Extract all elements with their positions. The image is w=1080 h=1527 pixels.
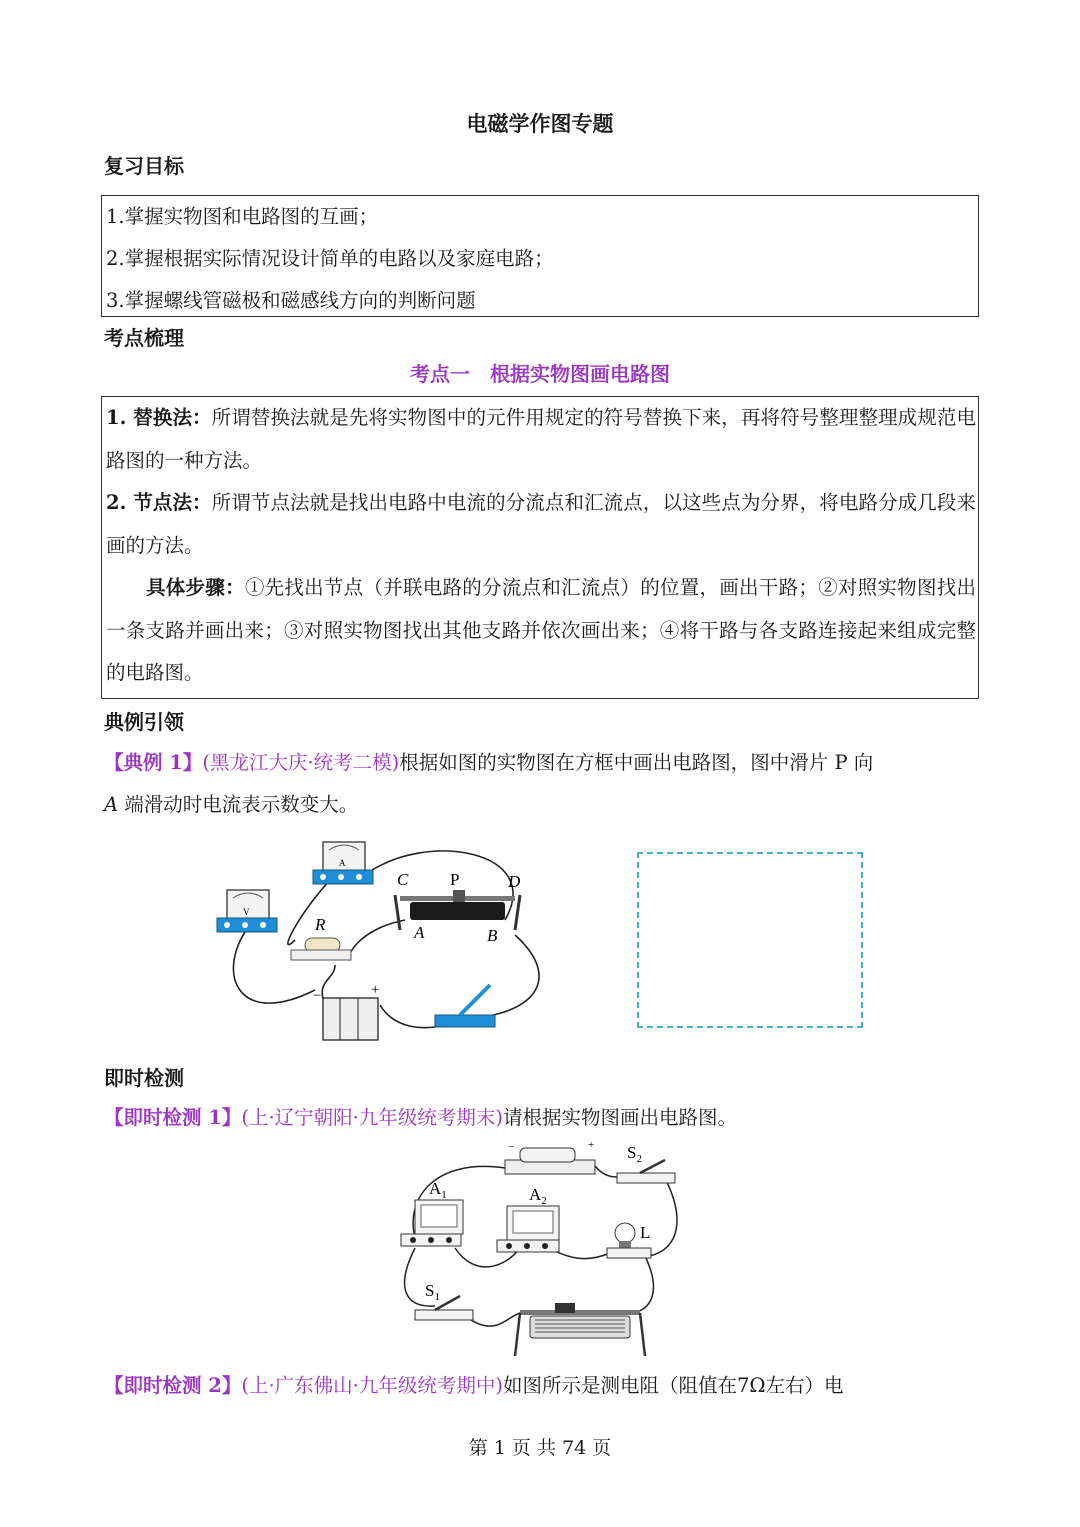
method1-text: 所谓替换法就是先将实物图中的元件用规定的符号替换下来，再将符号整理整理成规范电路图的一种方法。 (106, 406, 976, 472)
switch (435, 985, 495, 1027)
method1-paragraph (102, 397, 978, 482)
wire (630, 1256, 653, 1313)
ammeter (313, 842, 373, 884)
goals-box (101, 195, 979, 317)
example1-source: (黑龙江大庆·统考二模) (202, 751, 400, 774)
answer-box (637, 852, 863, 1028)
label-L: L (640, 1223, 651, 1242)
voltmeter (217, 890, 277, 932)
check2-text: 如图所示是测电阻（阻值在7Ω左右）电 (502, 1374, 844, 1397)
wire (650, 1178, 677, 1256)
battery-minus: − (313, 988, 322, 1004)
check1-paragraph (104, 1097, 980, 1139)
label-A1: $A_1$ (429, 1179, 447, 1201)
voltmeter-label: V (243, 907, 250, 917)
resistor-R (291, 915, 351, 960)
battery2-minus: − (508, 1141, 515, 1153)
label-R: R (315, 915, 326, 934)
check2-source: (上·广东佛山·九年级统考期中) (241, 1374, 503, 1397)
method2-label: 2. 节点法： (106, 491, 212, 514)
battery2-plus: + (588, 1139, 595, 1151)
example1-italic-A: A (104, 793, 119, 816)
label-S1: $S_1$ (425, 1281, 440, 1303)
battery-holder (505, 1139, 595, 1174)
method1-label: 1. 替换法： (106, 406, 212, 429)
example1-tag: 【典例 1】 (104, 751, 203, 774)
page-title: 电磁学作图专题 (466, 111, 614, 136)
section-heading-example: 典例引领 (104, 710, 184, 734)
wire (445, 935, 539, 1020)
section-heading-check: 即时检测 (104, 1066, 184, 1090)
section-heading-points: 考点梳理 (104, 326, 184, 350)
label-C: C (397, 870, 409, 889)
label-P: P (450, 870, 460, 889)
wire (288, 875, 335, 945)
goal-item: 1.掌握实物图和电路图的互画； (106, 205, 379, 228)
label-D: D (508, 872, 521, 891)
goal-item: 2.掌握根据实际情况设计简单的电路以及家庭电路； (106, 247, 554, 270)
label-S2: $S_2$ (627, 1143, 642, 1165)
example1-text: 根据如图的实物图在方框中画出电路图，图中滑片 P 向 (399, 751, 874, 774)
method2-paragraph (102, 482, 978, 567)
steps-paragraph (102, 567, 978, 695)
ammeter-label: A (339, 858, 346, 868)
figure2-circuit (395, 1138, 685, 1363)
label-B: B (487, 926, 498, 945)
label-A: A (414, 923, 425, 942)
wire (349, 920, 405, 960)
label-A2: $A_2$ (529, 1185, 547, 1207)
section-heading-goals: 复习目标 (104, 154, 184, 178)
check1-source: (上·辽宁朝阳·九年级统考期末) (241, 1106, 503, 1129)
check2-tag: 【即时检测 2】 (104, 1374, 242, 1397)
method2-text: 所谓节点法就是找出电路中电流的分流点和汇流点，以这些点为分界，将电路分成几段来画的方法。 (106, 491, 976, 557)
check2-paragraph (104, 1365, 980, 1407)
rheostat-2 (515, 1303, 645, 1356)
switch-S1 (415, 1281, 473, 1320)
wire (233, 925, 315, 1003)
figure1-circuit (205, 830, 565, 1050)
example1-paragraph (104, 742, 980, 826)
ammeter-A2 (497, 1185, 559, 1252)
check1-text: 请根据实物图画出电路图。 (502, 1106, 737, 1129)
ammeter-A1 (401, 1179, 463, 1246)
example1-text2: 端滑动时电流表示数变大。 (118, 793, 359, 816)
switch-S2 (617, 1143, 675, 1183)
check1-tag: 【即时检测 1】 (104, 1106, 242, 1129)
steps-label: 具体步骤： (146, 576, 245, 599)
battery-plus: + (371, 982, 380, 998)
methods-box (101, 396, 979, 699)
rheostat (395, 870, 521, 945)
goal-item: 3.掌握螺线管磁极和磁感线方向的判断问题 (106, 289, 476, 312)
lamp-L (607, 1223, 651, 1258)
point1-title: 考点一 根据实物图画电路图 (410, 362, 670, 386)
steps-text: ①先找出节点（并联电路的分流点和汇流点）的位置，画出干路；②对照实物图找出一条支路并画出来；③对照实物图找出其他支路并依次画出来；④将干路与各支路连接起来组成完整的电路图。 (106, 576, 976, 684)
page-footer: 第 1 页 共 74 页 (468, 1437, 612, 1459)
